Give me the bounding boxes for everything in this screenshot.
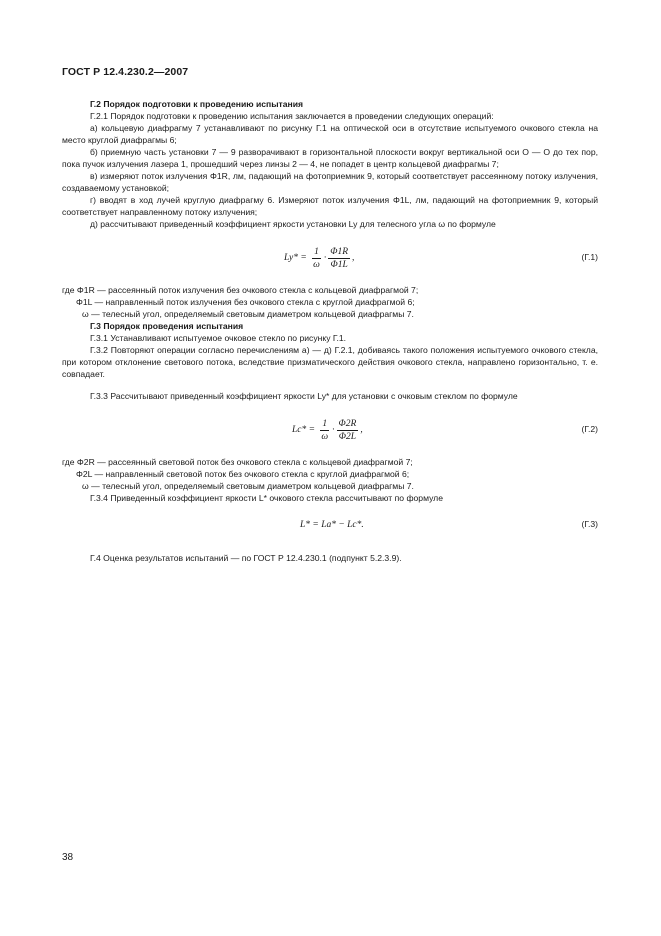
formula-g3-number: (Г.3) [581, 519, 598, 529]
page-number: 38 [62, 852, 74, 863]
section-g2-title: Г.2 Порядок подготовки к проведению испытания [90, 99, 304, 109]
formula-g1-lhs: Ly* = [284, 253, 307, 263]
definition-line: ω — телесный угол, определяемый световым диаметром кольцевой диафрагмы 7. [82, 481, 414, 491]
definitions-g1 [62, 284, 598, 320]
paragraph-g3-1: Г.3.1 Устанавливают испытуемое очковое стекло по рисунку Г.1. [90, 333, 347, 343]
formula-g2-number: (Г.2) [581, 424, 598, 434]
paragraph-g3-4: Г.3.4 Приведенный коэффициент яркости L* очкового стекла рассчитывают по формуле [90, 493, 443, 503]
formula-g1-number: (Г.1) [581, 252, 598, 262]
definition-line: Φ1L — направленный поток излучения без очкового стекла с круглой диафрагмой 6; [76, 297, 415, 307]
section-g3-title: Г.3 Порядок проведения испытания [90, 321, 244, 331]
definitions-g2 [62, 456, 598, 492]
paragraph-g2-1: Г.2.1 Порядок подготовки к проведению испытания заключается в проведении следующих операций: [90, 111, 494, 121]
paragraph-g3-2: Г.3.2 Повторяют операции согласно перечислениям а) — д) Г.2.1, добиваясь такого положения испытуемого очкового стекла, при котором отклонение светового потока, вследствие призматического действия очкового стекла, направлено горизонтально, т. е. совпадает. [62, 345, 598, 379]
item-b: б) приемную часть установки 7 — 9 разворачивают в горизонтальной плоскости вокруг вертикальной оси О — О до тех пор, пока пучок излучения лазера 1, прошедший через линзы 2 — 4, не попадет в центр кольцевой диафрагмы 7; [62, 147, 598, 169]
formula-g2: Lc* = $\frac{1}{\omega}$ · $\frac{\Phi 2R}{\Phi 2L}$ , (Г.2) [292, 418, 598, 442]
formula-g1-coef: $\frac{1}{\omega}$ [313, 246, 320, 270]
formula-g2-coef: $\frac{1}{\omega}$ [321, 418, 329, 442]
formula-g3-expr: L* = La* − Lc*. [300, 520, 364, 530]
document-body [62, 98, 598, 564]
formula-g1: Ly* = $\frac{1}{\omega}$ · $\frac{\Phi 1R}{\Phi 1L}$ , (Г.1) [284, 246, 598, 270]
definition-line: ω — телесный угол, определяемый световым диаметром кольцевой диафрагмы 7. [82, 309, 414, 319]
paragraph-g3-3: Г.3.3 Рассчитывают приведенный коэффициент яркости Ly* для установки с очковым стеклом по формуле [90, 391, 518, 401]
definition-line: где Φ2R — рассеянный световой поток без очкового стекла с кольцевой диафрагмой 7; [62, 457, 413, 467]
item-d: д) рассчитывают приведенный коэффициент яркости установки Ly для телесного угла ω по формуле [90, 219, 496, 229]
document-code: ГОСТ Р 12.4.230.2—2007 [62, 66, 189, 78]
definition-line: где Φ1R — рассеянный поток излучения без очкового стекла с кольцевой диафрагмой 7; [62, 285, 419, 295]
item-v: в) измеряют поток излучения Φ1R, лм, падающий на фотоприемник 9, который соответствует рассеянному потоку излучения, создаваемому установкой; [62, 171, 598, 193]
formula-g3 [62, 512, 598, 538]
paragraph-g4: Г.4 Оценка результатов испытаний — по ГОСТ Р 12.4.230.1 (подпункт 5.2.3.9). [90, 553, 402, 563]
item-a: а) кольцевую диафрагму 7 устанавливают по рисунку Г.1 на оптической оси в отсутствие испытуемого очкового стекла на место круглой диафрагмы 6; [62, 123, 598, 145]
definition-line: Φ2L — направленный световой поток без очкового стекла с круглой диафрагмой 6; [76, 469, 410, 479]
item-g: г) вводят в ход лучей круглую диафрагму 6. Измеряют поток излучения Φ1L, лм, падающий на фотоприемник 9, который соответствует направленному потоку излучения; [62, 195, 598, 217]
formula-g2-lhs: Lc* = [292, 425, 316, 435]
formula-g1-ratio: $\frac{\Phi 1R}{\Phi 1L}$ [330, 246, 349, 270]
formula-g2-ratio: $\frac{\Phi 2R}{\Phi 2L}$ [338, 418, 357, 442]
